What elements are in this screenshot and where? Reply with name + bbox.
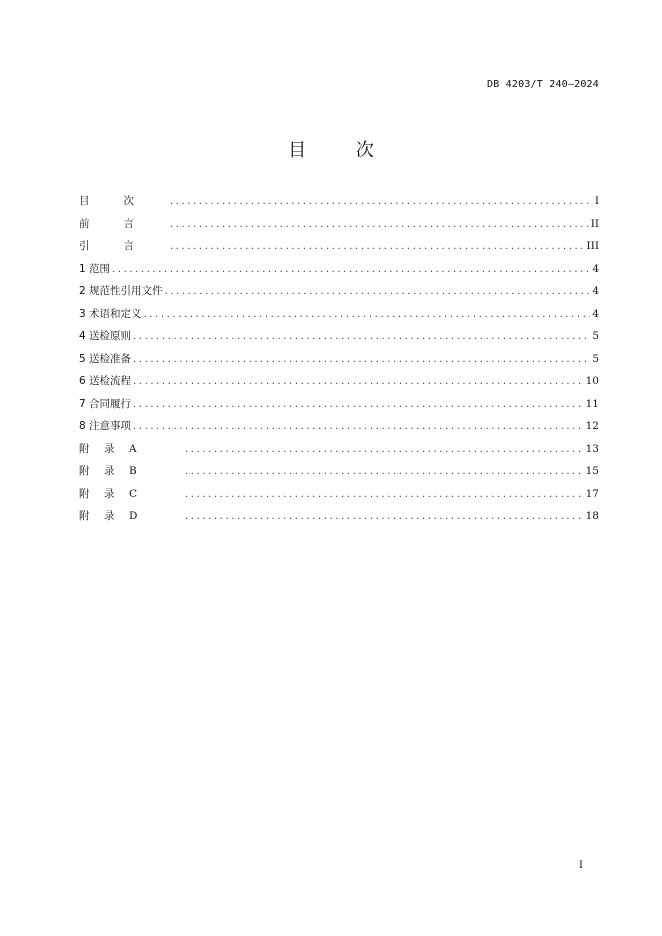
toc-entry-label: 附 录 A [79,442,137,455]
toc-entry-appendix-b[interactable] [79,460,599,483]
toc-entry-foreword[interactable] [79,213,599,236]
document-code: DB 4203/T 240—2024 [487,79,599,90]
toc-entry-contents[interactable] [79,190,599,213]
page-title: 目 次 [288,140,396,161]
toc-entry-normative-references[interactable] [79,280,599,303]
toc-entry-label: 3 术语和定义 [79,307,142,320]
toc-entry-label: 1 范围 [79,262,111,275]
toc-leader-dots [112,259,590,282]
toc-entry-introduction[interactable] [79,235,599,258]
toc-leader-dots [185,484,584,507]
toc-leader-dots [185,439,584,462]
toc-entry-page: 18 [585,510,599,522]
toc-leader-dots [185,506,584,529]
toc-entry-page: 12 [585,420,599,432]
toc-entry-page: 17 [585,487,599,500]
toc-entry-label: 目次 [79,195,168,207]
toc-leader-dots [170,191,593,214]
toc-entry-page: 4 [592,262,599,275]
toc-entry-principles[interactable] [79,325,599,348]
toc-entry-label: 前言 [79,217,168,230]
toc-entry-page: 11 [585,397,599,410]
toc-leader-dots [185,461,584,484]
toc-entry-preparation[interactable] [79,348,599,371]
toc-entry-appendix-c[interactable] [79,483,599,506]
toc-entry-page: 5 [592,330,599,342]
toc-entry-scope[interactable] [79,258,599,281]
toc-entry-page: 5 [592,352,599,365]
toc-leader-dots [133,326,590,349]
toc-entry-label: 6 送检流程 [79,375,132,387]
toc-entry-label: 附 录 B [79,465,137,477]
toc-entry-page: II [590,217,599,230]
toc-entry-page: I [594,195,599,207]
toc-entry-label: 7 合同履行 [79,397,132,410]
toc-entry-page: 4 [592,285,599,297]
toc-entry-process[interactable] [79,370,599,393]
toc-entry-page: 15 [585,465,599,477]
toc-entry-label: 附 录 D [79,510,138,522]
toc-entry-page: 13 [585,442,599,455]
toc-entry-terms-definitions[interactable] [79,303,599,326]
toc-leader-dots [133,371,584,394]
toc-entry-page: 4 [592,307,599,320]
toc-entry-label: 引言 [79,240,168,252]
toc-leader-dots [133,416,584,439]
toc-leader-dots [170,236,585,259]
toc-entry-page: 10 [585,375,599,387]
toc-entry-label: 附 录 C [79,487,138,500]
table-of-contents [79,190,599,528]
toc-entry-label: 2 规范性引用文件 [79,285,163,297]
toc-entry-notes[interactable] [79,415,599,438]
toc-entry-appendix-d[interactable] [79,505,599,528]
toc-leader-dots [165,281,591,304]
toc-leader-dots [133,394,584,417]
page-number: I [579,860,583,871]
toc-entry-contract[interactable] [79,393,599,416]
toc-leader-dots [170,214,589,237]
toc-entry-label: 8 注意事项 [79,420,132,432]
toc-leader-dots [133,349,590,372]
toc-leader-dots [144,304,591,327]
toc-entry-page: III [586,240,599,252]
toc-entry-label: 5 送检准备 [79,352,132,365]
toc-entry-appendix-a[interactable] [79,438,599,461]
toc-entry-label: 4 送检原则 [79,330,132,342]
